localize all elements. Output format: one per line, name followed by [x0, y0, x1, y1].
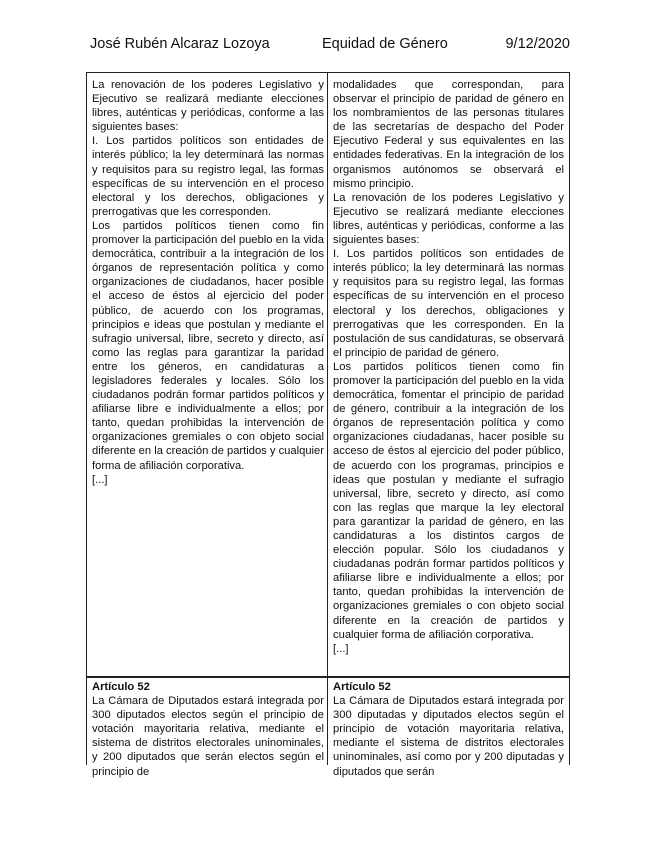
comparison-table: [86, 72, 570, 778]
ellipsis-marker: [...]: [333, 642, 349, 655]
paragraph: I. Los partidos políticos son entidades de interés público; la ley determinará las normas y requisitos para su registro legal, las formas específicas de su intervención en el proceso electoral y los derechos, obligaciones y prerrogativas que les corresponden. En la postulación de sus candidaturas, se observará el principio de paridad de género.: [333, 248, 564, 359]
paragraph: Los partidos políticos tienen como fin promover la participación del pueblo en la vida democrática, contribuir a la integración de los órganos de representación política y como organizaciones de ciudadanos, hacer posible el acceso de éstos al ejercicio del poder público, de acuerdo con los programas, principios e ideas que postulan y mediante el sufragio universal, libre, secreto y directo, así como las reglas para garantizar la paridad entre los géneros, en candidaturas a legisladores federales y locales. Sólo los ciudadanos podrán formar partidos políticos y afiliarse libre e individualmente a ellos; por tanto, quedan prohibidas la intervención de organizaciones gremiales o con objeto social diferente en la creación de partidos y cualquier forma de afiliación corporativa.: [92, 219, 324, 472]
paragraph: La Cámara de Diputados estará integrada por 300 diputadas y diputados electos según el principio de votación mayoritaria relativa, mediante el sistema de distritos electorales uninominales, así como por y 200 diputadas y diputados que serán: [333, 695, 564, 778]
article-heading: Artículo 52: [333, 681, 391, 693]
paragraph: La renovación de los poderes Legislativo y Ejecutivo se realizará mediante elecciones libres, auténticas y periódicas, conforme a las siguientes bases:: [92, 79, 324, 134]
header-document-title: Equidad de Género: [322, 36, 448, 52]
table-row: [86, 72, 570, 677]
header-date: 9/12/2020: [505, 36, 570, 52]
header-author: José Rubén Alcaraz Lozoya: [90, 36, 270, 52]
left-cell-original-text: [86, 72, 327, 677]
paragraph: I. Los partidos políticos son entidades de interés público; la ley determinará las normas y requisitos para su registro legal, las formas específicas de su intervención en el proceso electoral y los derechos, obligaciones y prerrogativas que les corresponden.: [92, 135, 324, 218]
ellipsis-marker: [...]: [92, 473, 108, 486]
article-heading: Artículo 52: [92, 681, 150, 693]
paragraph: La Cámara de Diputados estará integrada por 300 diputados electos según el principio de votación mayoritaria relativa, mediante el sistema de distritos electorales uninominales, y 200 diputados que serán electos según el principio de: [92, 695, 324, 778]
table-row: [86, 677, 570, 778]
paragraph: Los partidos políticos tienen como fin promover la participación del pueblo en la vida democrática, fomentar el principio de paridad de género, contribuir a la integración de los órganos de representación política y como organizaciones ciudadanas, hacer posible su acceso de éstos al ejercicio del poder público, de acuerdo con los programas, principios e ideas que postulan y mediante el sufragio universal, libre, secreto y directo, así como con las reglas que marque la ley electoral para garantizar la paridad de género, en las candidaturas a los distintos cargos de elección popular. Sólo los ciudadanos y ciudadanas podrán formar partidos políticos y afiliarse libre e individualmente a ellos; por tanto, quedan prohibidas la intervención de organizaciones gremiales o con objeto social diferente en la creación de partidos y cualquier forma de afiliación corporativa.: [333, 360, 564, 641]
left-cell-article-52: [86, 677, 327, 778]
page-header: [90, 36, 570, 56]
right-cell-article-52: [327, 677, 570, 778]
paragraph: La renovación de los poderes Legislativo y Ejecutivo se realizará mediante elecciones libres, auténticas y periódicas, conforme a las siguientes bases:: [333, 191, 564, 247]
right-cell-reformed-text: [327, 72, 570, 677]
paragraph: modalidades que correspondan, para observar el principio de paridad de género en los nombramientos de las personas titulares de las secretarías de despacho del Poder Ejecutivo Federal y sus equivalentes en las entidades federativas. En la integración de los organismos autónomos se observará el mismo principio.: [333, 79, 564, 190]
